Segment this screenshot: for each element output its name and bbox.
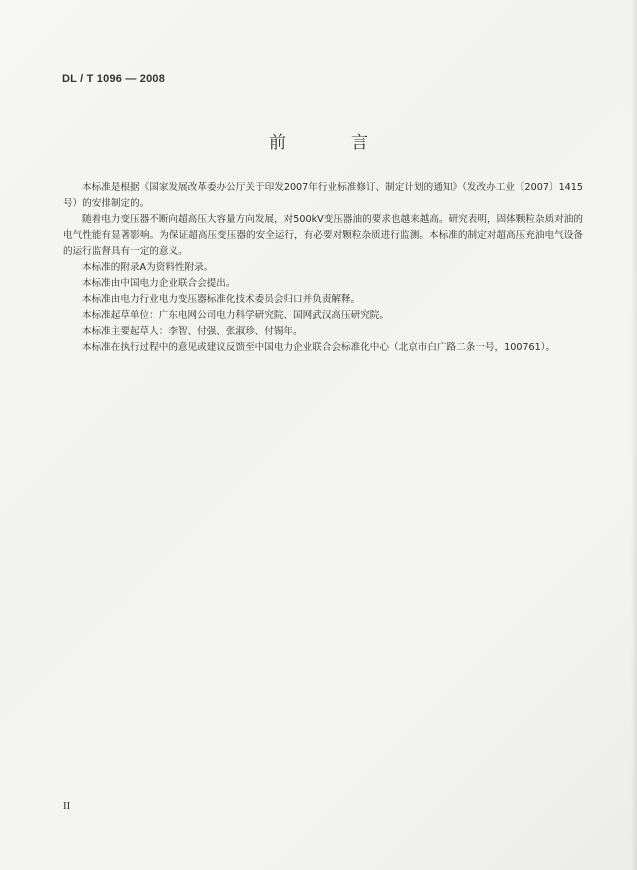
paragraph-feedback: 本标准在执行过程中的意见或建议反馈至中国电力企业联合会标准化中心（北京市白广路二条一号，100761）。 — [82, 342, 556, 353]
paragraph-appendix: 本标准的附录A为资料性附录。 — [82, 262, 214, 273]
paragraph-proposer: 本标准由中国电力企业联合会提出。 — [82, 278, 236, 289]
paragraph-drafting-units: 本标准起草单位：广东电网公司电力科学研究院、国网武汉高压研究院。 — [82, 310, 389, 321]
paragraph-background: 随着电力变压器不断向超高压大容量方向发展，对500kV变压器油的要求也越来越高。研究表明，固体颗粒杂质对油的电气性能有显著影响。为保证超高压变压器的安全运行，有必要对颗粒杂质进行监测。本标准的制定对超高压充油电气设备的运行监督具有一定的意义。 — [63, 214, 583, 257]
standard-code-header: DL / T 1096 — 2008 — [62, 73, 166, 85]
section-title: 前 言 — [269, 133, 392, 153]
paragraph-plan-basis: 本标准是根据《国家发展改革委办公厅关于印发2007年行业标准修订、制定计划的通知》（发改办工业〔2007〕1415号）的安排制定的。 — [63, 182, 583, 209]
page-number: II — [63, 800, 71, 812]
paragraph-drafters: 本标准主要起草人：李智、付强、张淑珍、付锡年。 — [82, 326, 303, 337]
foreword-body — [63, 180, 583, 356]
paragraph-committee: 本标准由电力行业电力变压器标准化技术委员会归口并负责解释。 — [82, 294, 361, 305]
